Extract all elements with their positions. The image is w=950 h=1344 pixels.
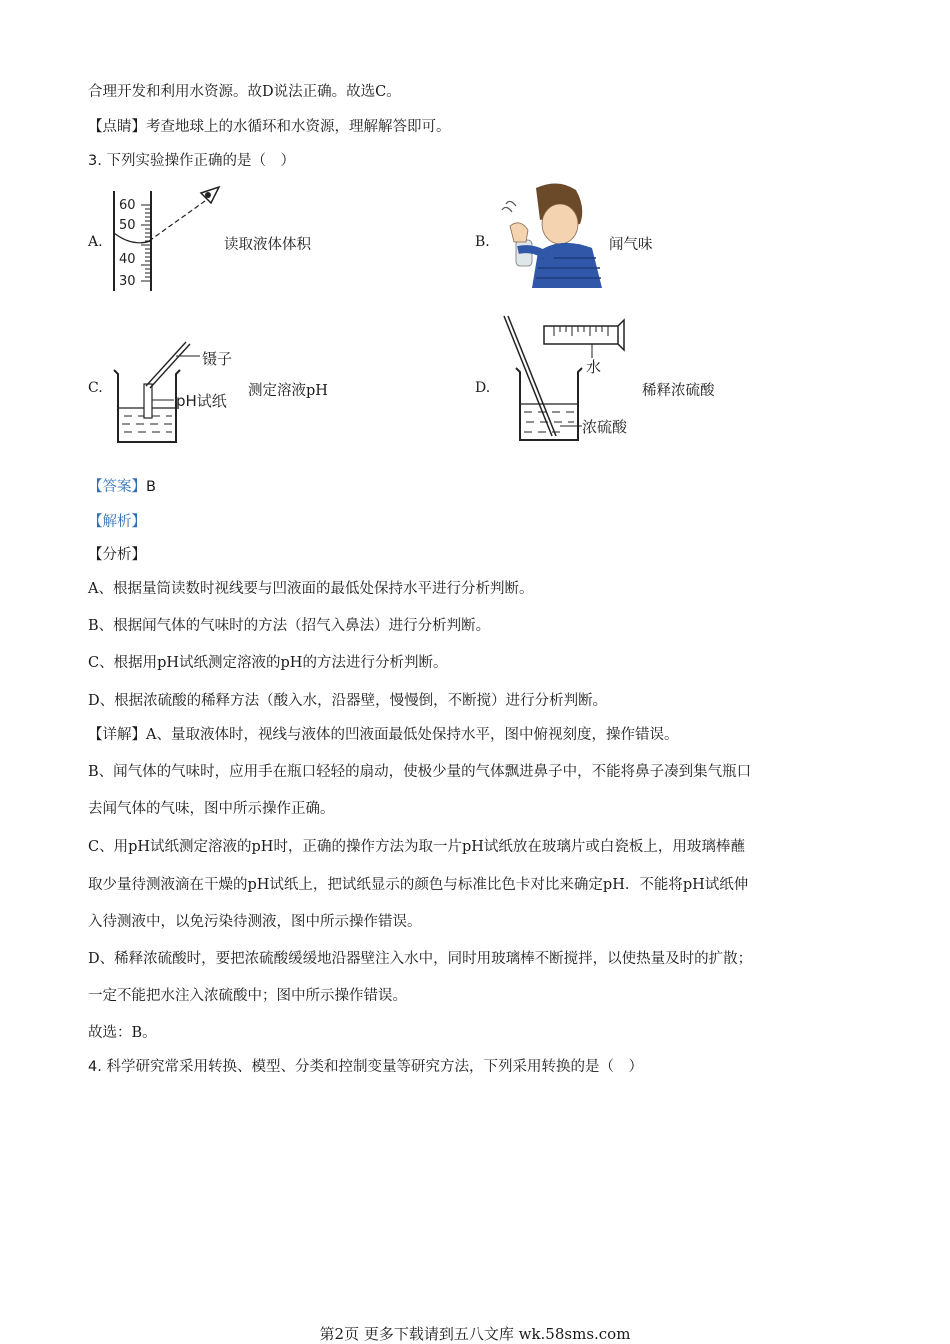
detail-d-1: D、稀释浓硫酸时，要把浓硫酸缓缓地沿器壁注入水中，同时用玻璃棒不断搅拌，以使热量及时的扩散； <box>88 951 753 967</box>
option-b-label: B. <box>475 234 490 250</box>
detail-c-3: 入待测液中，以免污染待测液，图中所示操作错误。 <box>88 914 422 930</box>
water-label: 水 <box>586 358 602 376</box>
jiexi-tag: 【解析】 <box>88 514 146 530</box>
fenxi-tag: 【分析】 <box>88 547 146 563</box>
option-a-label: A. <box>88 234 103 250</box>
answer-line <box>88 475 156 496</box>
tick-label: 60 <box>119 198 136 213</box>
detail-c-1: C、用pH试纸测定溶液的pH时，正确的操作方法为取一片pH试纸放在玻璃片或白瓷板上，用玻璃棒蘸 <box>88 839 745 855</box>
smell-gas-figure <box>496 180 606 292</box>
analysis-d: D、根据浓硫酸的稀释方法（酸入水，沿器壁，慢慢倒，不断搅）进行分析判断。 <box>88 693 608 709</box>
option-d-label: D. <box>475 380 491 396</box>
option-a-text: 读取液体体积 <box>224 237 311 253</box>
tweezers-label: 镊子 <box>202 350 233 368</box>
ph-test-figure <box>104 338 254 450</box>
answer-value: B <box>146 479 156 495</box>
option-b-text: 闻气味 <box>609 237 653 253</box>
question-4: 4. 科学研究常采用转换、模型、分类和控制变量等研究方法，下列采用转换的是（ ） <box>88 1059 643 1075</box>
text-line: 合理开发和利用水资源。故D说法正确。故选C。 <box>88 84 401 100</box>
tick-label: 50 <box>119 218 136 233</box>
option-c-text: 测定溶液pH <box>248 383 328 399</box>
final-answer: 故选：B。 <box>88 1025 157 1041</box>
detail-b-2: 去闻气体的气味，图中所示操作正确。 <box>88 801 335 817</box>
dianjing-note: 【点睛】考查地球上的水循环和水资源，理解解答即可。 <box>88 119 451 135</box>
dilute-acid-figure <box>498 312 638 447</box>
analysis-a: A、根据量筒读数时视线要与凹液面的最低处保持水平进行分析判断。 <box>88 581 534 597</box>
ph-paper-label: pH试纸 <box>176 392 227 410</box>
detail-c-2: 取少量待测液滴在干燥的pH试纸上，把试纸显示的颜色与标准比色卡对比来确定pH．不能将pH试纸伸 <box>88 877 749 893</box>
page-footer: 第2页 更多下载请到五八文库 wk.58sms.com <box>319 1325 631 1343</box>
detail-a: 【详解】A、量取液体时，视线与液体的凹液面最低处保持水平，图中俯视刻度，操作错误。 <box>88 727 679 743</box>
graduated-cylinder-figure <box>105 183 235 295</box>
detail-b-1: B、闻气体的气味时，应用手在瓶口轻轻的扇动，使极少量的气体飘进鼻子中，不能将鼻子凑到集气瓶口 <box>88 764 752 780</box>
option-d-text: 稀释浓硫酸 <box>642 383 715 399</box>
detail-d-2: 一定不能把水注入浓硫酸中；图中所示操作错误。 <box>88 988 407 1004</box>
tick-label: 30 <box>119 274 136 289</box>
analysis-c: C、根据用pH试纸测定溶液的pH的方法进行分析判断。 <box>88 655 448 671</box>
option-c-label: C. <box>88 380 103 396</box>
tick-label: 40 <box>119 252 136 267</box>
acid-label: 浓硫酸 <box>582 418 628 436</box>
question-3: 3. 下列实验操作正确的是（ ） <box>88 153 295 169</box>
answer-tag: 【答案】 <box>88 479 146 495</box>
analysis-b: B、根据闻气体的气味时的方法（招气入鼻法）进行分析判断。 <box>88 618 491 634</box>
